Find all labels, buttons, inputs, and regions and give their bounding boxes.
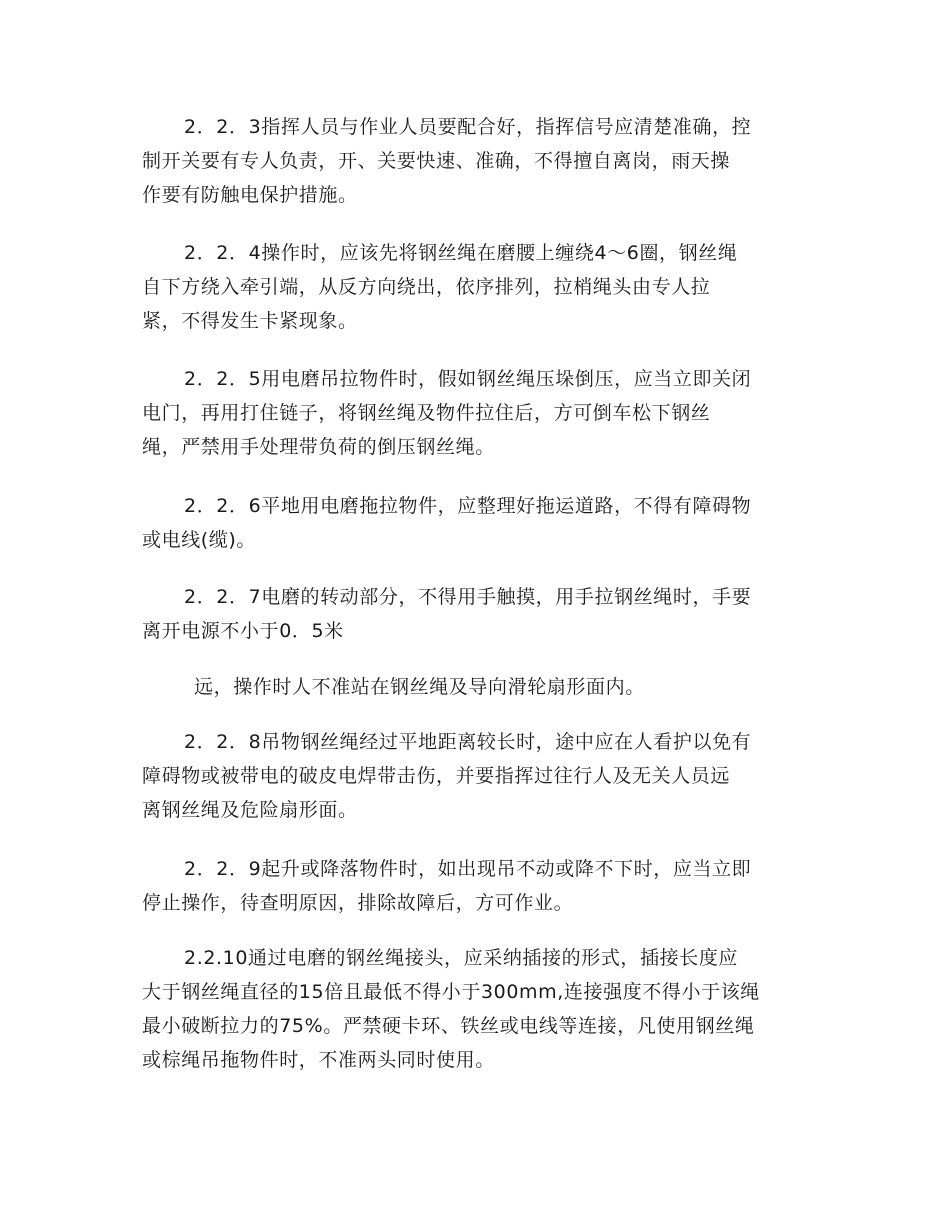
text-line: 制开关要有专人负责，开、关要快速、准确，不得擅自离岗，雨天操	[142, 150, 731, 172]
text-line: 大于钢丝绳直径的15倍且最低不得小于300mm,连接强度不得小于该绳	[142, 981, 760, 1003]
text-line: 自下方绕入牵引端，从反方向绕出，依序排列，拉梢绳头由专人拉	[142, 276, 711, 298]
text-line: 最小破断拉力的75%。严禁硬卡环、铁丝或电线等连接，凡使用钢丝绳	[142, 1015, 755, 1037]
text-line: 2．2．6平地用电磨拖拉物件，应整理好拖运道路，不得有障碍物	[184, 495, 752, 517]
text-line: 2．2．4操作时，应该先将钢丝绳在磨腰上缠绕4～6圈，钢丝绳	[184, 242, 738, 264]
paragraph-2-2-5	[142, 362, 812, 464]
paragraph-2-2-6	[142, 489, 812, 557]
paragraph-2-2-10	[142, 941, 812, 1077]
text-line: 离开电源不小于0．5米	[142, 620, 344, 642]
text-line: 或棕绳吊拖物件时，不准两头同时使用。	[142, 1049, 495, 1071]
text-line: 2．2．3指挥人员与作业人员要配合好，指挥信号应清楚准确，控	[184, 116, 752, 138]
text-line: 停止操作，待查明原因，排除故障后，方可作业。	[142, 892, 574, 914]
text-line: 障碍物或被带电的破皮电焊带击伤，并要指挥过往行人及无关人员远	[142, 765, 731, 787]
text-line: 或电线(缆)。	[142, 529, 257, 551]
text-line: 远，操作时人不准站在钢丝绳及导向滑轮扇形面内。	[194, 676, 645, 698]
text-line: 紧，不得发生卡紧现象。	[142, 310, 358, 332]
text-line: 作要有防触电保护措施。	[142, 184, 358, 206]
text-line: 2．2．5用电磨吊拉物件时，假如钢丝绳压垛倒压，应当立即关闭	[184, 368, 752, 390]
paragraph-continuation	[142, 670, 812, 704]
text-line: 离钢丝绳及危险扇形面。	[142, 799, 358, 821]
text-line: 2．2．7电磨的转动部分，不得用手触摸，用手拉钢丝绳时，手要	[184, 586, 752, 608]
text-line: 2.2.10通过电磨的钢丝绳接头，应采纳插接的形式，插接长度应	[184, 947, 739, 969]
paragraph-2-2-8	[142, 725, 812, 827]
text-line: 2．2．9起升或降落物件时，如出现吊不动或降不下时，应当立即	[184, 858, 752, 880]
text-line: 电门，再用打住链子，将钢丝绳及物件拉住后，方可倒车松下钢丝	[142, 402, 711, 424]
paragraph-2-2-4	[142, 236, 812, 338]
text-line: 绳，严禁用手处理带负荷的倒压钢丝绳。	[142, 436, 495, 458]
paragraph-2-2-7	[142, 580, 812, 648]
paragraph-2-2-3	[142, 110, 812, 212]
paragraph-2-2-9	[142, 852, 812, 920]
text-line: 2．2．8吊物钢丝绳经过平地距离较长时，途中应在人看护以免有	[184, 731, 752, 753]
